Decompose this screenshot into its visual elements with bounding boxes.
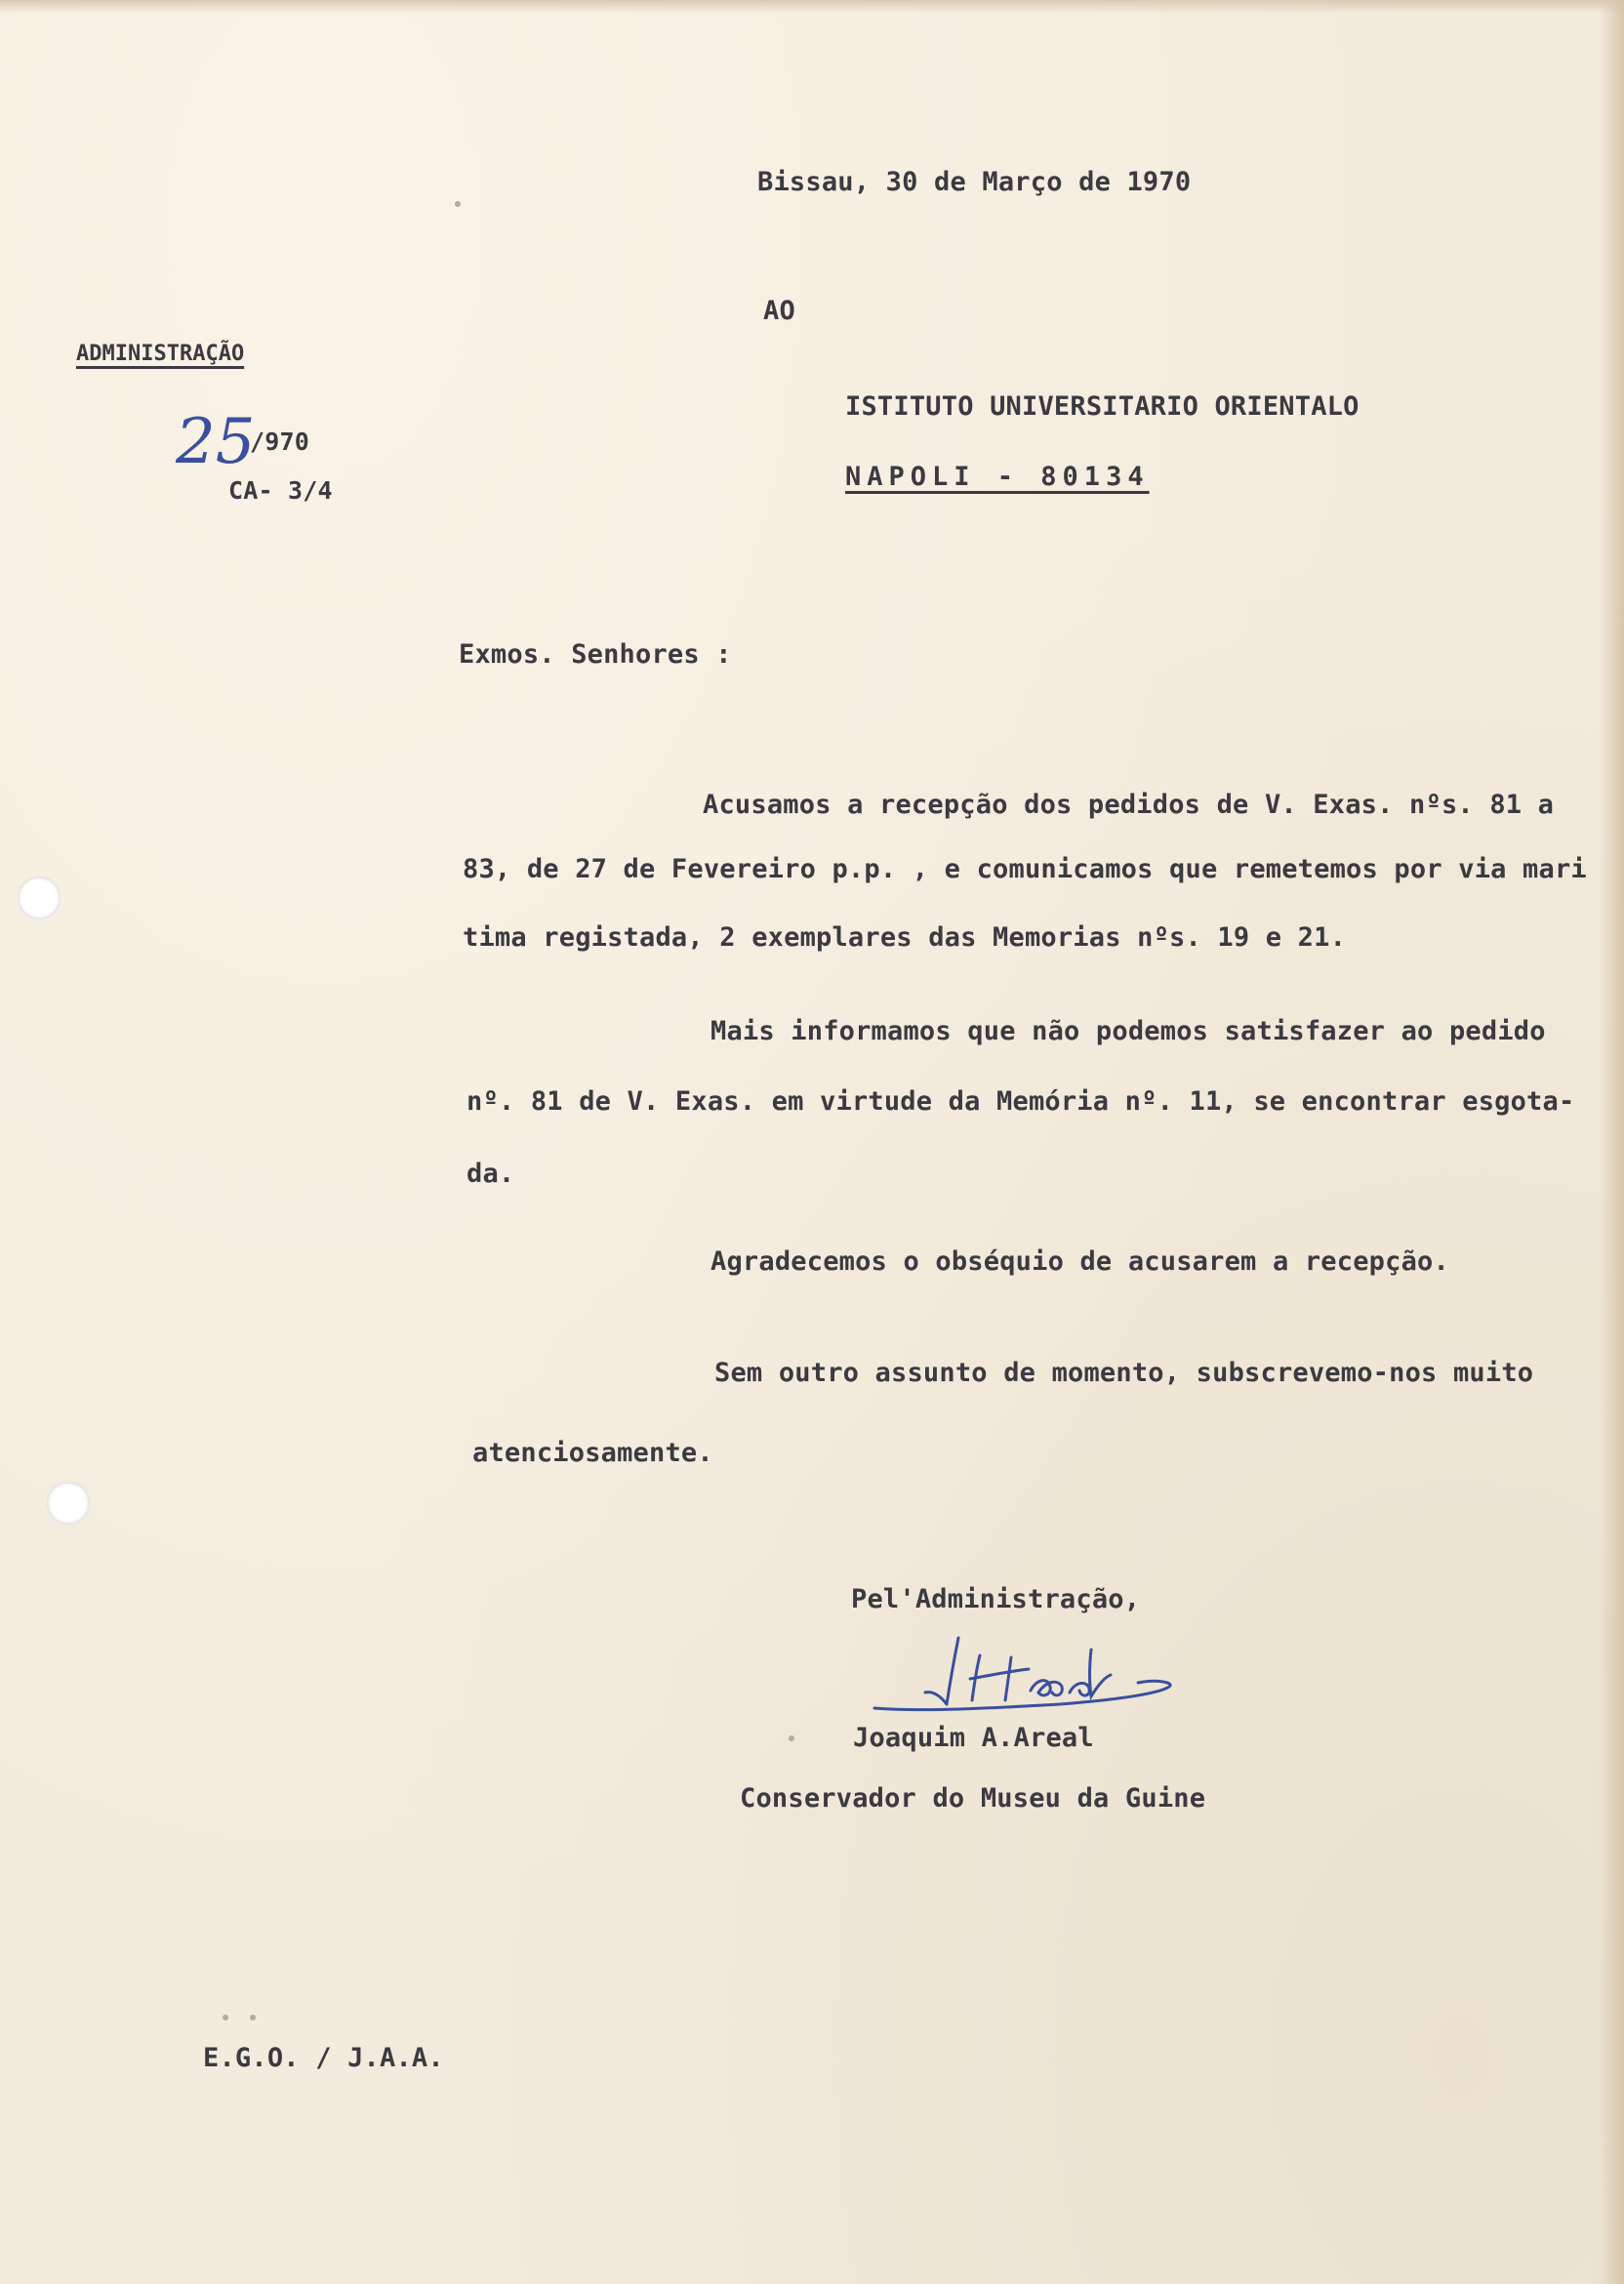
paper-speck <box>223 2015 228 2020</box>
closing-on-behalf: Pel'Administração, <box>851 1584 1141 1614</box>
body-line: da. <box>467 1159 515 1189</box>
body-line: nº. 81 de V. Exas. em virtude da Memória nº. 11, se encontrar esgota- <box>467 1086 1575 1117</box>
reference-year: /970 <box>250 428 310 456</box>
paper-right-edge <box>1599 0 1624 2284</box>
body-line: Mais informamos que não podemos satisfazer ao pedido <box>710 1016 1546 1046</box>
signatory-title: Conservador do Museu da Guine <box>740 1783 1206 1814</box>
body-line: 83, de 27 de Fevereiro p.p. , e comunicamos que remetemos por via mari <box>463 854 1587 884</box>
punch-hole-bottom <box>47 1482 90 1525</box>
body-line: atenciosamente. <box>472 1438 713 1468</box>
body-line: Agradecemos o obséquio de acusarem a recepção. <box>710 1246 1449 1277</box>
addressee-prefix: AO <box>763 296 795 326</box>
signatory-name: Joaquim A.Areal <box>853 1723 1094 1753</box>
punch-hole-top <box>18 877 61 919</box>
place-date: Bissau, 30 de Março de 1970 <box>757 167 1192 197</box>
body-line: Acusamos a recepção dos pedidos de V. Exas. nºs. 81 a <box>703 790 1555 820</box>
salutation: Exmos. Senhores : <box>459 639 732 670</box>
paper-speck <box>250 2015 256 2020</box>
paper-speck <box>455 201 461 207</box>
reference-code: CA- 3/4 <box>228 476 333 505</box>
addressee-city: NAPOLI - 80134 <box>845 462 1150 492</box>
department-label: ADMINISTRAÇÃO <box>76 342 245 366</box>
paper-top-edge <box>0 0 1624 14</box>
typist-initials: E.G.O. / J.A.A. <box>203 2043 444 2073</box>
addressee-name: ISTITUTO UNIVERSITARIO ORIENTALO <box>845 391 1360 422</box>
body-line: tima registada, 2 exemplares das Memorias nºs. 19 e 21. <box>463 922 1347 953</box>
handwritten-signature <box>865 1628 1187 1726</box>
paper-speck <box>789 1735 794 1741</box>
body-line: Sem outro assunto de momento, subscrevemo-nos muito <box>714 1358 1534 1388</box>
handwritten-reference-number: 25 <box>176 406 256 478</box>
